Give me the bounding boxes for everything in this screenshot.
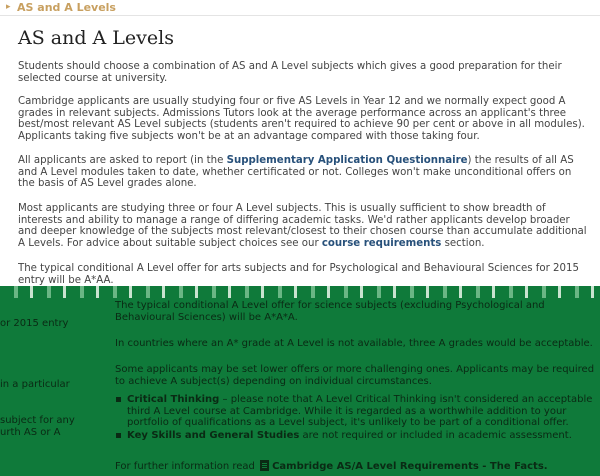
breadcrumb-bar <box>0 0 600 16</box>
saq-paragraph <box>18 155 590 190</box>
course-requirements-link[interactable]: course requirements <box>321 237 442 249</box>
left-fragment-4: urth AS or A <box>0 427 61 438</box>
page-title: AS and A Levels <box>18 27 174 49</box>
list-item <box>115 430 600 442</box>
critical-thinking-text: – please note that A Level Critical Thinking isn't considered an acceptable third A Level course at Cambridge. While it is regarded as a worthwhile addition to your portfolio of qualifications as a Level subject, it's unlikely to be part of a conditional offer. <box>127 394 593 428</box>
applicants-paragraph: Cambridge applicants are usually studying four or five AS Levels in Year 12 and we normally expect good A grades in relevant subjects. Admissions Tutors look at the average performance across an applicant's three best/most relevant AS Level subjects (students aren't required to achieve 90 per cent or above in all modules). Applicants taking five subjects won't be at an advantage compared with those taking four. <box>18 96 585 142</box>
saq-text-before: All applicants are asked to report (in the <box>18 155 227 166</box>
arts-offer-paragraph: The typical conditional A Level offer for arts subjects and for Psychological and Behavioural Sciences for 2015 entry will be A*AA. <box>18 263 579 285</box>
saq-link[interactable]: Supplementary Application Questionnaire <box>226 155 468 166</box>
bullet-icon <box>116 433 121 438</box>
subjects-text-before: Most applicants are studying three or four A Level subjects. This is usually sufficient to show breadth of interests and ability to manage a range of differing academic tasks. We'd rather applicants develop broader and deeper knowledge of the subjects most relevant/closest to their chosen course than accumulate additional A Levels. For advice about suitable subject choices see our <box>18 203 587 249</box>
glitch-strip <box>0 286 600 298</box>
left-fragment-2: in a particular <box>0 379 70 390</box>
intro-paragraph: Students should choose a combination of AS and A Level subjects which gives a good preparation for their selected course at university. <box>18 61 562 84</box>
key-skills-label: Key Skills and General Studies <box>127 429 300 441</box>
bullet-icon <box>116 397 121 402</box>
further-info-paragraph <box>115 460 600 473</box>
science-offer-paragraph: The typical conditional A Level offer for science subjects (excluding Psychological and Behavioural Sciences) will be A*A*A. <box>115 300 545 323</box>
saq-text-after: ) the results of all AS and A Level modules taken to date, whether certificated or not. Colleges won't make unconditional offers on the basis of AS Level grades alone. <box>18 155 574 189</box>
further-info-text: For further information read <box>115 461 259 472</box>
chevron-right-icon: ▸ <box>6 2 11 12</box>
a-star-paragraph: In countries where an A* grade at A Level is not available, three A grades would be acceptable. <box>115 338 593 349</box>
document-icon <box>260 460 269 471</box>
list-item <box>115 394 600 429</box>
requirements-facts-link[interactable]: Cambridge AS/A Level Requirements - The Facts. <box>272 461 548 472</box>
subjects-text-after: section. <box>441 237 485 249</box>
notes-list <box>115 394 600 442</box>
varied-offers-paragraph: Some applicants may be set lower offers or more challenging ones. Applicants may be required to achieve A subject(s) depending on individual circumstances. <box>115 364 595 387</box>
key-skills-text: are not required or included in academic assessment. <box>299 429 572 441</box>
subjects-paragraph <box>18 203 590 249</box>
breadcrumb-link[interactable]: AS and A Levels <box>17 1 116 14</box>
critical-thinking-label: Critical Thinking <box>127 394 220 405</box>
left-fragment-1: or 2015 entry <box>0 318 69 329</box>
left-fragment-3: subject for any <box>0 415 75 426</box>
